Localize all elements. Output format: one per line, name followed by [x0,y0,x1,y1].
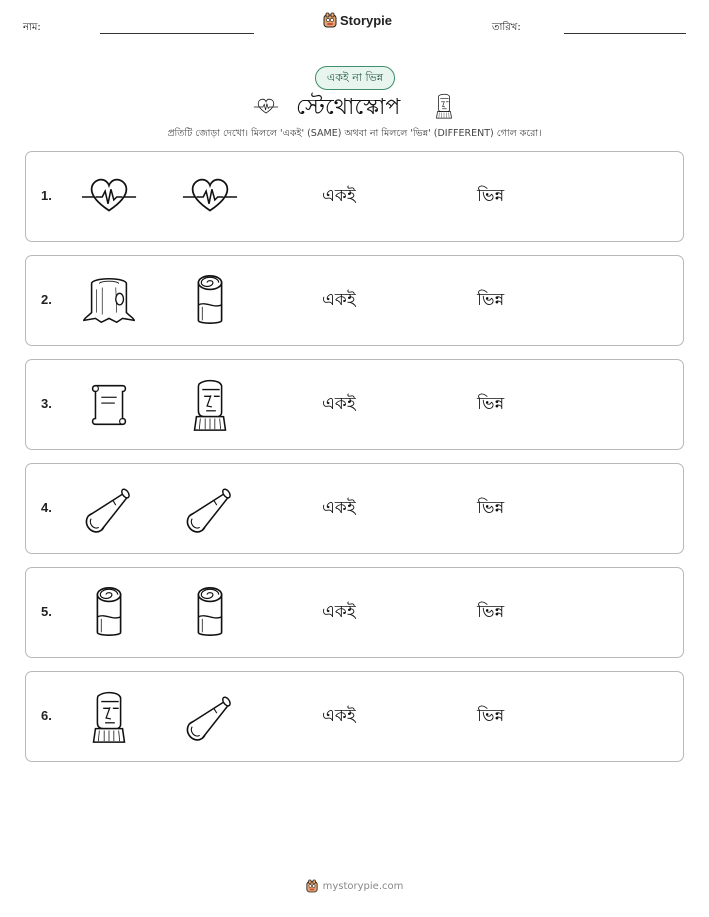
moai-statue-icon [430,90,458,122]
different-option[interactable]: ভিন্ন [477,602,505,622]
rolled-mat-icon [181,272,239,330]
moai-statue-icon [80,688,138,746]
question-row [25,463,684,554]
same-option[interactable]: একই [322,498,356,518]
rolled-mat-icon [80,584,138,642]
different-option[interactable]: ভিন্ন [477,498,505,518]
question-row [25,151,684,242]
different-option[interactable]: ভিন্ন [477,290,505,310]
vuvuzela-horn-icon [181,688,239,746]
page-title: স্টেথোস্কোপ [296,95,401,120]
name-field[interactable] [100,33,254,34]
different-option[interactable]: ভিন্ন [477,394,505,414]
same-option[interactable]: একই [322,290,356,310]
footer [0,879,709,893]
rolled-mat-icon [181,584,239,642]
question-number: 6. [41,708,52,723]
scroll-icon [80,376,138,434]
brand-name: Storypie [340,12,393,28]
instructions: প্রতিটি জোড়া দেখো। মিললে 'একই' (SAME) অথবা না মিললে 'ভিন্ন' (DIFFERENT) গোল করো। [167,128,542,139]
footer-site-link[interactable]: mystorypie.com [322,880,404,892]
same-option[interactable]: একই [322,706,356,726]
question-number: 5. [41,604,52,619]
brand-logo [323,12,392,28]
moai-statue-icon [181,376,239,434]
date-field[interactable] [564,33,686,34]
same-option[interactable]: একই [322,186,356,206]
question-number: 2. [41,292,52,307]
storypie-mascot-icon [323,12,337,28]
same-option[interactable]: একই [322,394,356,414]
storypie-mascot-icon [306,879,318,893]
different-option[interactable]: ভিন্ন [477,186,505,206]
heartbeat-icon [181,168,239,226]
worksheet-type-badge: একই না ভিন্ন [315,66,395,90]
question-row [25,567,684,658]
name-label: নাম: [23,22,41,33]
date-label: তারিখ: [492,22,521,33]
question-row [25,359,684,450]
tree-stump-icon [80,272,138,330]
question-number: 3. [41,396,52,411]
different-option[interactable]: ভিন্ন [477,706,505,726]
question-row [25,671,684,762]
heartbeat-icon [253,94,279,120]
question-number: 4. [41,500,52,515]
question-row [25,255,684,346]
vuvuzela-horn-icon [80,480,138,538]
same-option[interactable]: একই [322,602,356,622]
question-number: 1. [41,188,52,203]
vuvuzela-horn-icon [181,480,239,538]
heartbeat-icon [80,168,138,226]
